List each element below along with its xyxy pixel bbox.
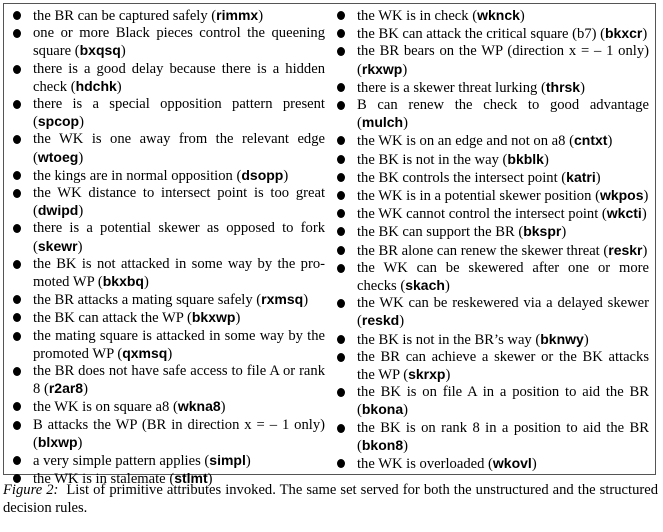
attribute-item: [11, 291, 325, 309]
attribute-description: one or more Black pieces control the queening square: [33, 25, 325, 60]
attribute-item: [11, 185, 325, 220]
attribute-item: [335, 331, 649, 349]
attribute-item: [11, 7, 325, 25]
attribute-code: ( stlmt ): [169, 470, 212, 486]
attribute-description: there is a special opposition pattern present: [33, 96, 325, 113]
attribute-description: the WK is in stalemate: [33, 471, 170, 488]
bullet-icon: [13, 224, 21, 233]
bullet-icon: [337, 246, 345, 255]
attribute-code: ( wkcti ): [602, 205, 647, 221]
bullet-icon: [337, 155, 345, 164]
bullet-icon: [13, 11, 21, 20]
attribute-code: ( bknwy ): [535, 331, 588, 347]
attribute-code: ( skewr ): [33, 238, 82, 254]
attribute-code: ( bkxcr ): [600, 25, 647, 41]
attribute-code: ( blxwp ): [33, 434, 82, 450]
right-column: [335, 7, 649, 473]
attribute-description: the BK can attack the critical square (b7): [357, 26, 601, 43]
attribute-description: the WK can be skewered after one or more checks: [357, 259, 649, 295]
bullet-icon: [337, 173, 345, 182]
attribute-description: B can renew the check to good advantage: [357, 97, 649, 114]
attribute-item: [11, 167, 325, 185]
left-attribute-list: [11, 7, 325, 488]
attribute-item: [335, 260, 649, 295]
attribute-code: ( spcop ): [33, 113, 84, 129]
attribute-description: the WK is in a potential skewer position: [357, 188, 596, 205]
attribute-description: the WK is on square a8: [33, 399, 173, 416]
attribute-description: the WK is overloaded: [357, 456, 489, 473]
bullet-icon: [13, 421, 21, 430]
attribute-description: the BK is on file A in a position to aid the BR: [357, 384, 649, 401]
attribute-description: the BR does not have safe access to file A or rank 8: [33, 363, 325, 398]
attribute-code: ( skach ): [400, 277, 449, 293]
attribute-code: ( thrsk ): [541, 79, 585, 95]
attribute-description: the BR can be captured safely: [33, 8, 212, 24]
attribute-item: [335, 25, 649, 43]
attribute-item: [335, 7, 649, 25]
figure-caption: [3, 481, 658, 517]
attribute-list-frame: [3, 3, 656, 488]
attribute-item: [11, 363, 325, 398]
attribute-description: B attacks the WP (BR in direction x = – 1 only): [33, 416, 325, 433]
attribute-item: [335, 79, 649, 97]
attribute-item: [335, 384, 649, 419]
attribute-description: the WK distance to intersect point is too great: [33, 185, 325, 202]
bullet-icon: [337, 11, 345, 20]
bullet-icon: [337, 29, 345, 38]
bullet-icon: [337, 353, 345, 362]
attribute-code: ( bkon8 ): [357, 437, 408, 453]
attribute-item: [335, 97, 649, 132]
attribute-code: ( cntxt ): [569, 132, 612, 148]
attribute-code: ( wknck ): [472, 7, 525, 23]
attribute-description: the BK can support the BR: [357, 224, 519, 241]
attribute-item: [11, 256, 325, 291]
attribute-description: the BK is not in the way: [357, 151, 503, 168]
attribute-description: the BR attacks a mating square safely: [33, 292, 257, 309]
attribute-item: [335, 242, 649, 260]
attribute-item: [11, 309, 325, 327]
attribute-item: [11, 452, 325, 470]
attribute-item: [335, 205, 649, 223]
bullet-icon: [13, 456, 21, 465]
attribute-code: ( bxqsq ): [75, 42, 126, 58]
attribute-item: [335, 295, 649, 330]
bullet-icon: [337, 101, 345, 110]
attribute-code: ( simpl ): [204, 452, 250, 468]
attribute-description: the BR can achieve a skewer or the BK attacks the WP: [357, 348, 649, 384]
left-column: [11, 7, 325, 488]
bullet-icon: [13, 189, 21, 198]
attribute-code: ( wtoeg ): [33, 149, 83, 165]
attribute-item: [335, 187, 649, 205]
bullet-icon: [337, 227, 345, 236]
attribute-item: [335, 43, 649, 78]
bullet-icon: [337, 335, 345, 344]
attribute-item: [11, 131, 325, 166]
attribute-description: the BR alone can renew the skewer threat: [357, 242, 604, 259]
bullet-icon: [337, 299, 345, 308]
attribute-code: ( hdchk ): [71, 78, 122, 94]
bullet-icon: [13, 402, 21, 411]
attribute-code: ( dsopp ): [236, 167, 288, 183]
bullet-icon: [13, 29, 21, 38]
attribute-code: ( mulch ): [357, 114, 408, 130]
bullet-icon: [337, 83, 345, 92]
attribute-code: ( reskr ): [603, 242, 647, 258]
attribute-code: ( bkxwp ): [187, 309, 240, 325]
attribute-item: [11, 328, 325, 363]
attribute-code: ( wkna8 ): [173, 398, 226, 414]
attribute-code: ( bkblk ): [503, 151, 549, 167]
attribute-code: ( dwipd ): [33, 202, 83, 218]
bullet-icon: [13, 313, 21, 322]
bullet-icon: [13, 260, 21, 269]
attribute-code: ( bkspr ): [518, 223, 566, 239]
bullet-icon: [337, 388, 345, 397]
attribute-description: the WK is one away from the relevant edge: [33, 131, 325, 148]
attribute-description: the WK is in check: [357, 8, 473, 24]
attribute-code: ( rimmx ): [211, 7, 263, 23]
attribute-code: ( katri ): [561, 169, 600, 185]
attribute-item: [11, 61, 325, 96]
attribute-code: ( wkovl ): [488, 455, 537, 471]
attribute-description: the kings are in normal opposition: [33, 167, 237, 184]
attribute-code: ( r2ar8 ): [44, 380, 88, 396]
attribute-description: the WK cannot control the intersect point: [357, 206, 602, 223]
bullet-icon: [337, 136, 345, 145]
attribute-description: the BR bears on the WP (direction x = – 1 only): [357, 43, 649, 60]
bullet-icon: [337, 47, 345, 56]
attribute-code: ( reskd ): [357, 312, 404, 328]
attribute-item: [335, 169, 649, 187]
bullet-icon: [337, 459, 345, 468]
bullet-icon: [13, 295, 21, 304]
bullet-icon: [337, 264, 345, 273]
bullet-icon: [13, 65, 21, 74]
attribute-item: [335, 132, 649, 150]
caption-text: List of primitive attributes invoked. The same set served for both the unstructured and the structured decision rules.: [3, 482, 658, 516]
bullet-icon: [13, 332, 21, 341]
attribute-item: [11, 417, 325, 452]
attribute-description: the WK is on an edge and not on a8: [357, 133, 570, 150]
attribute-code: ( wkpos ): [595, 187, 648, 203]
attribute-description: the BK is not attacked in some way by the pro-moted WP: [33, 255, 325, 291]
right-attribute-list: [335, 7, 649, 473]
attribute-code: ( rxmsq ): [256, 291, 308, 307]
bullet-icon: [13, 367, 21, 376]
attribute-description: the BK controls the intersect point: [357, 169, 562, 186]
attribute-description: the BK is not in the BR’s way: [357, 331, 536, 348]
attribute-code: ( rkxwp ): [357, 61, 407, 77]
bullet-icon: [337, 191, 345, 200]
attribute-description: there is a skewer threat lurking: [357, 79, 541, 96]
attribute-code: ( bkxbq ): [98, 273, 149, 289]
bullet-icon: [13, 135, 21, 144]
attribute-item: [335, 151, 649, 169]
attribute-item: [11, 220, 325, 255]
bullet-icon: [337, 209, 345, 218]
attribute-item: [335, 420, 649, 455]
attribute-description: the BK can attack the WP: [33, 310, 187, 327]
attribute-description: there is a potential skewer as opposed to fork: [33, 220, 325, 237]
bullet-icon: [337, 424, 345, 433]
attribute-description: there is a good delay because there is a hidden check: [33, 60, 325, 95]
attribute-item: [335, 223, 649, 241]
attribute-code: ( qxmsq ): [117, 345, 172, 361]
attribute-description: the mating square is attacked in some way by the promoted WP: [33, 327, 325, 362]
attribute-description: the BK is on rank 8 in a position to aid the BR: [357, 419, 649, 436]
attribute-item: [11, 398, 325, 416]
figure-label: Figure 2:: [3, 482, 59, 498]
attribute-description: the WK can be reskewered via a delayed skewer: [357, 295, 649, 312]
attribute-code: ( bkona ): [357, 401, 408, 417]
attribute-item: [11, 96, 325, 131]
attribute-item: [335, 455, 649, 473]
attribute-code: ( skrxp ): [403, 366, 450, 382]
attribute-item: [335, 349, 649, 384]
bullet-icon: [13, 100, 21, 109]
attribute-item: [11, 25, 325, 60]
attribute-description: a very simple pattern applies: [33, 453, 205, 470]
bullet-icon: [13, 171, 21, 180]
